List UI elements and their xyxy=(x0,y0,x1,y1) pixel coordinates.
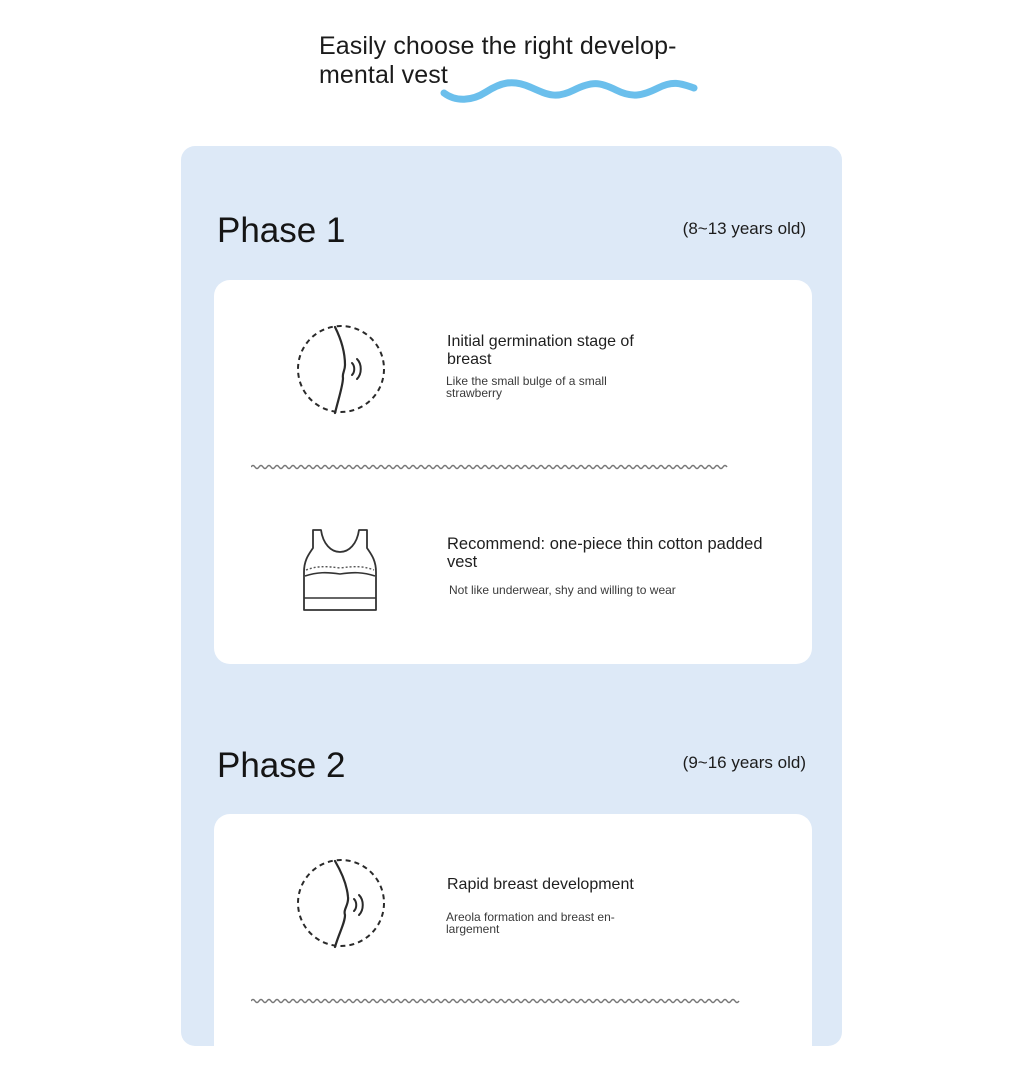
phase-1-title: Phase 1 xyxy=(217,211,346,250)
phase-2-age: (9~16 years old) xyxy=(682,753,806,772)
phase-1-stage-title-line-2: breast xyxy=(447,351,492,368)
phase-1-stage-row xyxy=(214,280,812,460)
phase-2-stage-title: Rapid breast development xyxy=(447,876,634,893)
phase-1-stage-title-line-1: Initial germination stage of xyxy=(447,333,634,350)
phase-1-recommend-title xyxy=(447,535,763,571)
phase-2-stage-desc-line-1: Areola formation and breast en- xyxy=(446,910,615,924)
vest-icon xyxy=(301,526,379,614)
phase-1-recommend-title-line-2: vest xyxy=(447,553,478,571)
phase-1-stage-title xyxy=(447,333,634,369)
wavy-divider xyxy=(251,463,779,471)
breast-profile-icon xyxy=(295,857,387,949)
headline-line-1: Easily choose the right develop- xyxy=(319,32,677,60)
phases-panel xyxy=(181,146,842,1046)
wavy-divider xyxy=(251,997,779,1005)
phase-1-stage-desc-line-1: Like the small bulge of a small xyxy=(446,374,607,388)
phase-2-stage-desc-line-2: largement xyxy=(446,922,500,936)
squiggle-underline-icon xyxy=(438,72,700,108)
phase-1-recommend-row xyxy=(214,480,812,664)
phase-2-stage-desc xyxy=(446,911,615,935)
phase-1-stage-desc xyxy=(446,375,607,399)
phase-2-card xyxy=(214,814,812,1074)
phase-1-card xyxy=(214,280,812,664)
phase-1-age: (8~13 years old) xyxy=(682,219,806,238)
phase-1-recommend-title-line-1: Recommend: one-piece thin cotton padded xyxy=(447,535,763,553)
headline-line-2: mental vest xyxy=(319,61,448,89)
breast-profile-icon xyxy=(295,323,387,415)
phase-1-recommend-desc: Not like underwear, shy and willing to wear xyxy=(449,583,676,597)
phase-1-stage-desc-line-2: strawberry xyxy=(446,386,503,400)
phase-2-stage-row xyxy=(214,814,812,994)
phase-2-title: Phase 2 xyxy=(217,746,346,785)
